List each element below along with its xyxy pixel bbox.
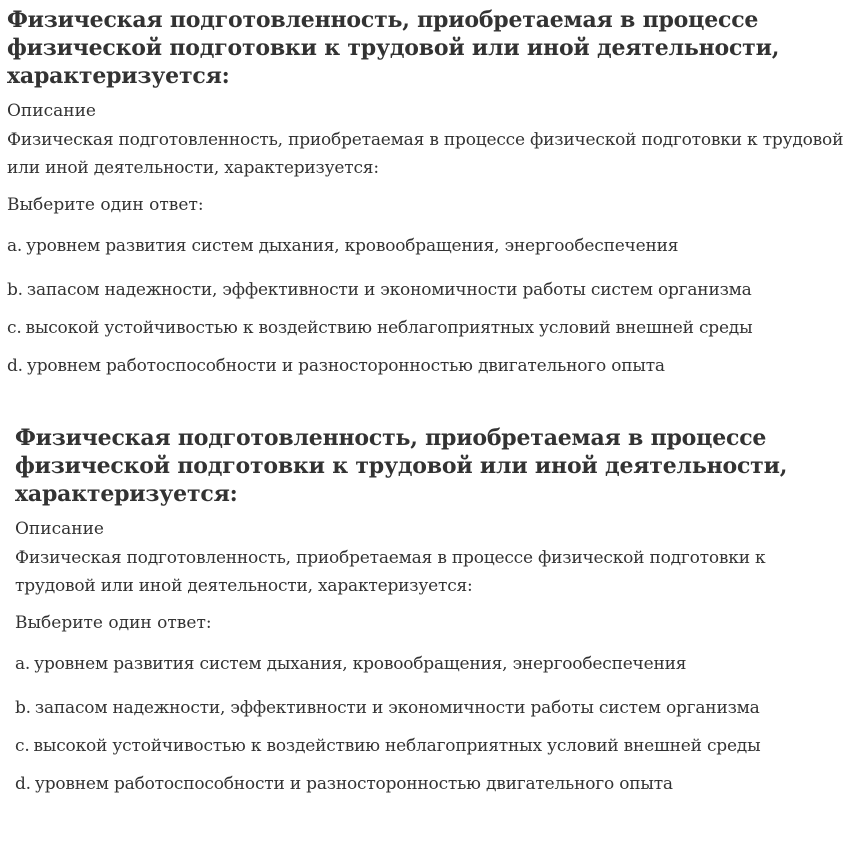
- answer-option-c[interactable]: [15, 732, 845, 760]
- answer-letter: a.: [15, 654, 31, 674]
- question-block: [15, 424, 845, 798]
- answer-list: [7, 232, 847, 380]
- answer-letter: d.: [7, 356, 23, 376]
- answer-option-b[interactable]: [15, 694, 845, 722]
- answer-option-c[interactable]: [7, 314, 847, 342]
- answer-letter: b.: [7, 280, 23, 300]
- answer-text: уровнем развития систем дыхания, кровообращения, энергообеспечения: [26, 236, 679, 256]
- question-title: Физическая подготовленность, приобретаемая в процессе физической подготовки к трудовой или иной деятельности, характеризуется:: [7, 7, 780, 89]
- answer-text: уровнем развития систем дыхания, кровообращения, энергообеспечения: [34, 654, 687, 674]
- answer-prompt: Выберите один ответ:: [15, 613, 212, 633]
- description-text: Физическая подготовленность, приобретаемая в процессе физической подготовки к трудовой или иной деятельности, характеризуется:: [7, 130, 844, 178]
- answer-letter: c.: [7, 318, 22, 338]
- answer-text: запасом надежности, эффективности и экономичности работы систем организма: [34, 698, 760, 718]
- answer-text: уровнем работоспособности и разносторонностью двигательного опыта: [26, 356, 665, 376]
- answer-option-a[interactable]: [7, 232, 847, 260]
- description-label: Описание: [15, 519, 104, 539]
- answer-text: высокой устойчивостью к воздействию неблагоприятных условий внешней среды: [25, 318, 753, 338]
- answer-prompt: Выберите один ответ:: [7, 195, 204, 215]
- answer-letter: c.: [15, 736, 30, 756]
- answer-text: уровнем работоспособности и разносторонностью двигательного опыта: [34, 774, 673, 794]
- answer-option-d[interactable]: [7, 352, 847, 380]
- answer-list: [15, 650, 845, 798]
- question-title: Физическая подготовленность, приобретаемая в процессе физической подготовки к трудовой или иной деятельности, характеризуется:: [15, 425, 788, 507]
- question-block: [7, 6, 847, 380]
- description-label: Описание: [7, 101, 96, 121]
- answer-option-b[interactable]: [7, 276, 847, 304]
- answer-option-a[interactable]: [15, 650, 845, 678]
- answer-letter: b.: [15, 698, 31, 718]
- answer-text: запасом надежности, эффективности и экономичности работы систем организма: [26, 280, 752, 300]
- answer-text: высокой устойчивостью к воздействию неблагоприятных условий внешней среды: [33, 736, 761, 756]
- answer-letter: d.: [15, 774, 31, 794]
- answer-option-d[interactable]: [15, 770, 845, 798]
- description-text: Физическая подготовленность, приобретаемая в процессе физической подготовки к трудовой или иной деятельности, характеризуется:: [15, 548, 766, 596]
- answer-letter: a.: [7, 236, 23, 256]
